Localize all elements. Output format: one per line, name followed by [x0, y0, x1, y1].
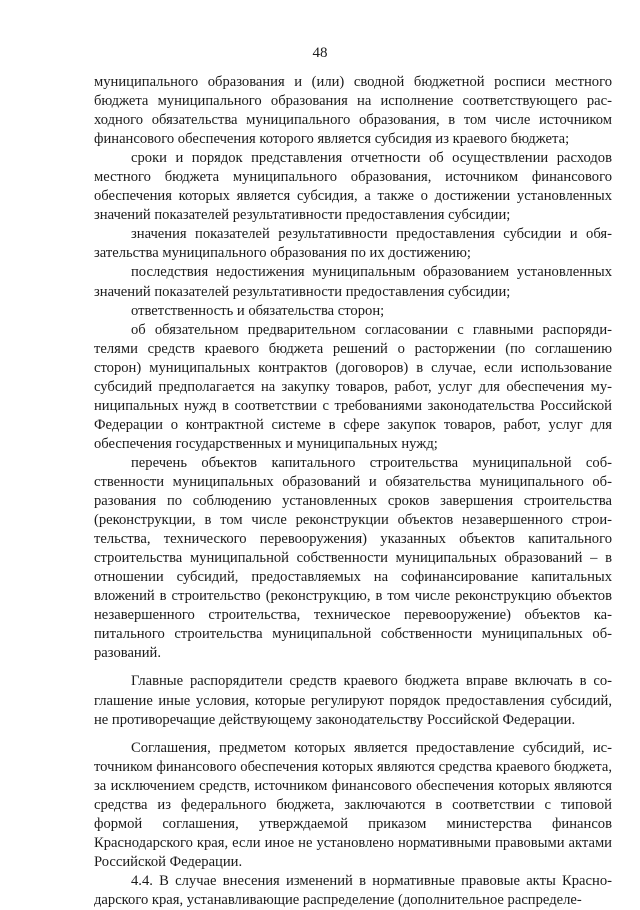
page-number: 48: [312, 45, 328, 61]
paragraph-other-conditions: Главные распорядители средств краевого бюджета вправе включать в соглашение иные условия, которые регулируют порядок предоставления субсидий, не противоречащие действующему законодательству Российской Федерации.: [94, 673, 612, 728]
document-body: [94, 73, 612, 910]
paragraph-preliminary-approval: об обязательном предварительном согласовании с главными распорядителями средств краевого бюджета решений о расторжении (по соглашению сторон) муниципальных контрактов (договоров) в случае, если использование субсидий предполагается на закупку товаров, работ, услуг для обеспечения муниципальных нужд в соответствии с требованиями законодательства Российской Федерации о контрактной системе в сфере закупок товаров, работ, услуг для обеспечения государственных и муниципальных нужд;: [94, 321, 612, 452]
paragraph-responsibility: ответственность и обязательства сторон;: [131, 302, 385, 319]
paragraph-construction-objects: перечень объектов капитального строительства муниципальной собственности муниципальных образований и обязательства муниципального образования по соблюдению установленных сроков завершения строительства (реконструкции, в том числе реконструкции объектов незавершенного строительства, технического перевооружения) указанных объектов капитального строительства муниципальной собственности муниципальных образований – в отношении субсидий, предоставляемых на софинансирование капитальных вложений в строительство (реконструкцию, в том числе реконструкцию объектов незавершенного строительства, техническое перевооружение) объектов капитального строительства муниципальной собственности муниципальных образований.: [94, 454, 612, 662]
paragraph-section-4-4: 4.4. В случае внесения изменений в нормативные правовые акты Краснодарского края, устанавливающие распределение (дополнительное распределе-: [94, 872, 612, 908]
paragraph-continuation: муниципального образования и (или) сводной бюджетной росписи местного бюджета муниципального образования на исполнение соответствующего расходного обязательства муниципального образования, в том числе источником финансового обеспечения которого является субсидия из краевого бюджета;: [94, 74, 612, 148]
paragraph-consequences: последствия недостижения муниципальным образованием установленных значений показателей результативности предоставления субсидии;: [94, 264, 612, 300]
paragraph-reporting-terms: сроки и порядок представления отчетности об осуществлении расходов местного бюджета муниципального образования, источником финансового обеспечения которых является субсидия, а также о достижении установленных значений показателей результативности предоставления субсидии;: [94, 150, 612, 224]
paragraph-indicator-values: значения показателей результативности предоставления субсидии и обязательства муниципального образования по их достижению;: [94, 226, 612, 262]
paragraph-agreements-form: Соглашения, предметом которых является предоставление субсидий, источником финансового обеспечения которых являются средства краевого бюджета, за исключением средств, источником финансового обеспечения которых являются средства из федерального бюджета, заключаются в соответствии с типовой формой соглашения, утверждаемой приказом министерства финансов Краснодарского края, если иное не установлено нормативными правовыми актами Российской Федерации.: [94, 739, 612, 870]
